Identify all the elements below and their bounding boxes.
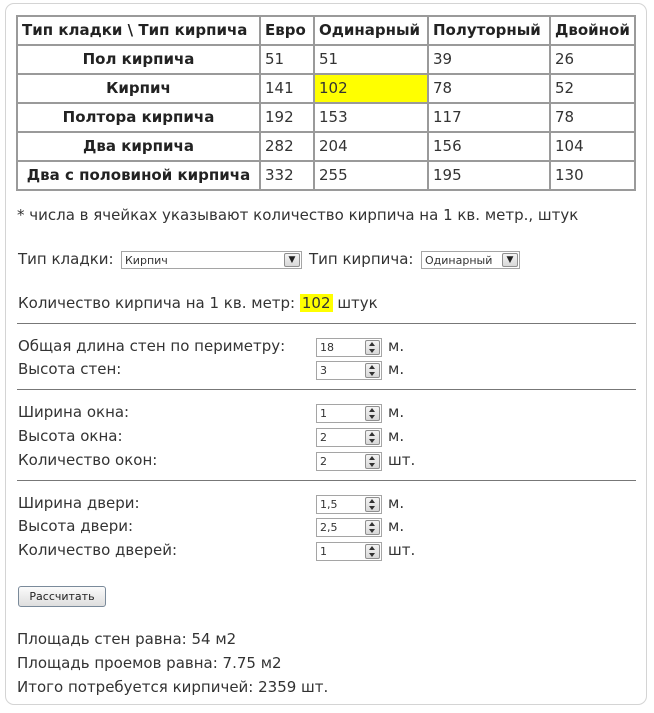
table-cell: 78 [550, 103, 635, 132]
row-label: Кирпич [17, 74, 260, 103]
table-header-cell: Тип кладки \ Тип кирпича [17, 16, 260, 45]
spinner-icon[interactable] [365, 363, 380, 378]
table-cell: 195 [428, 161, 550, 190]
table-cell: 204 [314, 132, 428, 161]
table-cell: 192 [260, 103, 314, 132]
wall-length-label: Общая длина стен по периметру: [18, 337, 286, 355]
masonry-type-label: Тип кладки: [18, 250, 114, 268]
bricks-per-sqm-label: Количество кирпича на 1 кв. метр: [18, 294, 296, 312]
door-height-value: 2,5 [320, 521, 338, 534]
table-cell: 255 [314, 161, 428, 190]
divider [17, 480, 636, 481]
door-count-input[interactable] [316, 542, 382, 561]
door-count-label: Количество дверей: [18, 541, 178, 559]
window-width-value: 1 [320, 407, 327, 420]
spinner-icon[interactable] [365, 520, 380, 535]
door-count-unit: шт. [388, 541, 416, 559]
door-width-value: 1,5 [320, 498, 338, 511]
spinner-icon[interactable] [365, 497, 380, 512]
table-cell-highlighted: 102 [314, 74, 428, 103]
bricks-per-sqm-value: 102 [301, 294, 331, 312]
row-label: Пол кирпича [17, 45, 260, 74]
window-count-input[interactable] [316, 452, 382, 471]
spinner-icon[interactable] [365, 340, 380, 355]
table-header-cell: Одинарный [314, 16, 428, 45]
table-cell: 141 [260, 74, 314, 103]
door-width-input[interactable] [316, 495, 382, 514]
door-count-value: 1 [320, 545, 327, 558]
table-cell: 153 [314, 103, 428, 132]
openings-area-result: Площадь проемов равна: 7.75 м2 [17, 654, 282, 672]
door-width-unit: м. [388, 494, 405, 512]
chevron-down-icon: ▼ [502, 253, 518, 267]
window-height-unit: м. [388, 427, 405, 445]
wall-height-label: Высота стен: [18, 360, 122, 378]
wall-length-value: 18 [320, 341, 334, 354]
brick-type-value: Одинарный [425, 254, 493, 267]
divider [17, 323, 636, 324]
table-cell: 332 [260, 161, 314, 190]
brick-count-table [16, 15, 636, 191]
table-row [17, 103, 635, 132]
window-count-label: Количество окон: [18, 451, 158, 469]
chevron-down-icon: ▼ [284, 253, 300, 267]
total-bricks-result: Итого потребуется кирпичей: 2359 шт. [17, 678, 329, 696]
wall-height-value: 3 [320, 364, 327, 377]
table-row [17, 132, 635, 161]
spinner-icon[interactable] [365, 430, 380, 445]
table-cell: 130 [550, 161, 635, 190]
table-row [17, 74, 635, 103]
masonry-type-select[interactable] [121, 251, 302, 269]
window-width-input[interactable] [316, 404, 382, 423]
brick-type-label: Тип кирпича: [309, 250, 414, 268]
calculate-button[interactable]: Рассчитать [18, 586, 106, 607]
bricks-per-sqm [18, 294, 378, 312]
table-cell: 52 [550, 74, 635, 103]
row-label: Два с половиной кирпича [17, 161, 260, 190]
window-height-label: Высота окна: [18, 427, 123, 445]
table-cell: 26 [550, 45, 635, 74]
masonry-type-value: Кирпич [125, 254, 168, 267]
table-cell: 78 [428, 74, 550, 103]
door-height-input[interactable] [316, 518, 382, 537]
wall-area-result: Площадь стен равна: 54 м2 [17, 630, 237, 648]
table-cell: 156 [428, 132, 550, 161]
window-height-input[interactable] [316, 428, 382, 447]
table-header-cell: Евро [260, 16, 314, 45]
row-label: Полтора кирпича [17, 103, 260, 132]
window-height-value: 2 [320, 431, 327, 444]
spinner-icon[interactable] [365, 544, 380, 559]
table-footnote: * числа в ячейках указывают количество кирпича на 1 кв. метр., штук [17, 206, 579, 224]
table-cell: 104 [550, 132, 635, 161]
window-count-value: 2 [320, 455, 327, 468]
table-header-row [17, 16, 635, 45]
table-cell: 39 [428, 45, 550, 74]
table-cell: 51 [260, 45, 314, 74]
bricks-per-sqm-unit: штук [337, 294, 378, 312]
table-row [17, 45, 635, 74]
table-header-cell: Двойной [550, 16, 635, 45]
window-width-unit: м. [388, 403, 405, 421]
table-row [17, 161, 635, 190]
wall-height-input[interactable] [316, 361, 382, 380]
spinner-icon[interactable] [365, 454, 380, 469]
wall-length-input[interactable] [316, 338, 382, 357]
window-count-unit: шт. [388, 451, 416, 469]
divider [17, 389, 636, 390]
door-height-label: Высота двери: [18, 517, 134, 535]
wall-height-unit: м. [388, 360, 405, 378]
window-width-label: Ширина окна: [18, 403, 130, 421]
table-header-cell: Полуторный [428, 16, 550, 45]
wall-length-unit: м. [388, 337, 405, 355]
row-label: Два кирпича [17, 132, 260, 161]
spinner-icon[interactable] [365, 406, 380, 421]
table-cell: 51 [314, 45, 428, 74]
brick-type-select[interactable] [421, 251, 520, 269]
table-cell: 282 [260, 132, 314, 161]
door-width-label: Ширина двери: [18, 494, 140, 512]
table-cell: 117 [428, 103, 550, 132]
door-height-unit: м. [388, 517, 405, 535]
